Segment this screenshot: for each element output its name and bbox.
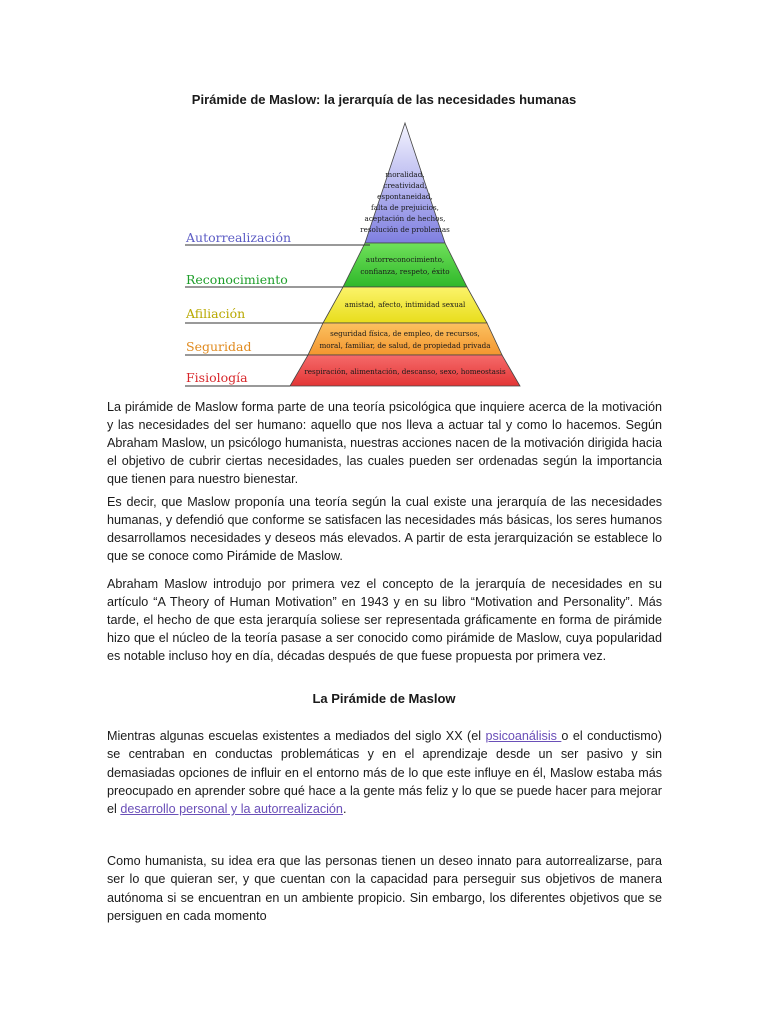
- paragraph-1: La pirámide de Maslow forma parte de una teoría psicológica que inquiere acerca de la motivación y las necesidades del ser humano: aquello que nos lleva a actuar tal y como lo hacemos. Según Abraham Maslow, un psicólogo humanista, nuestras acciones nacen de la motivación dirigida hacia el objetivo de cubrir ciertas necesidades, las cuales pueden ser ordenadas según la importancia que tienen para nuestro bienestar.: [107, 400, 662, 487]
- maslow-pyramid-diagram: [180, 120, 590, 395]
- level-text-reconocimiento-2: confianza, respeto, éxito: [360, 267, 450, 276]
- section-subtitle: La Pirámide de Maslow: [312, 691, 456, 706]
- level-text-seguridad-2: moral, familiar, de salud, de propiedad privada: [319, 341, 491, 350]
- paragraph-2: Es decir, que Maslow proponía una teoría según la cual existe una jerarquía de las necesidades humanas, y defendió que conforme se satisfacen las necesidades más básicas, los seres humanos desarrollamos necesidades y deseos más elevados. A partir de esta jerarquización se establece lo que se conoce como Pirámide de Maslow.: [107, 495, 662, 564]
- paragraph-4-text-after: .: [342, 802, 347, 817]
- level-text-afiliacion-1: amistad, afecto, intimidad sexual: [344, 300, 466, 309]
- level-text-reconocimiento-1: autorreconocimiento,: [365, 255, 445, 264]
- level-text-autorrealizacion-1: moralidad,: [385, 170, 425, 179]
- level-text-autorrealizacion-4: falta de prejuicios,: [371, 203, 439, 212]
- level-text-autorrealizacion-2: creatividad,: [383, 181, 427, 190]
- level-label-autorrealizacion: Autorrealización: [186, 230, 292, 245]
- pyramid-level-reconocimiento: [343, 243, 467, 287]
- level-label-reconocimiento: Reconocimiento: [186, 272, 288, 287]
- level-label-fisiologia: Fisiología: [186, 370, 248, 385]
- paragraph-4-text-middle: o el conductismo) se centraban en conductas problemáticas y en el aprendizaje desde un ser pasivo y sin demasiadas opciones de influir en el entorno más de lo que este influye en él, Maslow estaba más preocupado en aprender sobre qué hace a la gente más feliz y lo que se puede hacer para mejorar el: [107, 729, 662, 817]
- level-text-seguridad-1: seguridad física, de empleo, de recursos,: [330, 329, 480, 338]
- link-desarrollo-personal[interactable]: desarrollo personal y la autorrealización: [120, 802, 343, 817]
- level-text-autorrealizacion-5: aceptación de hechos,: [364, 214, 446, 223]
- paragraph-4: [107, 727, 662, 818]
- pyramid-level-seguridad: [308, 323, 502, 355]
- level-text-autorrealizacion-6: resolución de problemas: [360, 225, 450, 234]
- document-title: Pirámide de Maslow: la jerarquía de las necesidades humanas: [191, 92, 577, 107]
- paragraph-5: Como humanista, su idea era que las personas tienen un deseo innato para autorrealizarse, para ser lo que quieran ser, y que cuentan con la capacidad para perseguir sus objetivos de manera autónoma si se encuentran en un ambiente propicio. Sin embargo, los diferentes objetivos que se persiguen en cada momento: [107, 854, 662, 923]
- paragraph-4-text-before: Mientras algunas escuelas existentes a mediados del siglo XX (el: [107, 729, 486, 743]
- paragraph-3: Abraham Maslow introdujo por primera vez el concepto de la jerarquía de necesidades en su artículo “A Theory of Human Motivation” en 1943 y en su libro “Motivation and Personality”. Más tarde, el hecho de que esta jerarquía soliese ser representada gráficamente en forma de pirámide hizo que el núcleo de la teoría pasase a ser conocido como pirámide de Maslow, cuya popularidad es notable incluso hoy en día, décadas después de que fuese propuesta por primera vez.: [107, 577, 662, 664]
- level-text-autorrealizacion-3: espontaneidad,: [377, 192, 433, 201]
- level-label-seguridad: Seguridad: [186, 339, 252, 354]
- link-psicoanalisis[interactable]: psicoanálisis: [485, 729, 562, 743]
- level-text-fisiologia-1: respiración, alimentación, descanso, sexo, homeostasis: [304, 367, 506, 376]
- level-label-afiliacion: Afiliación: [186, 306, 246, 321]
